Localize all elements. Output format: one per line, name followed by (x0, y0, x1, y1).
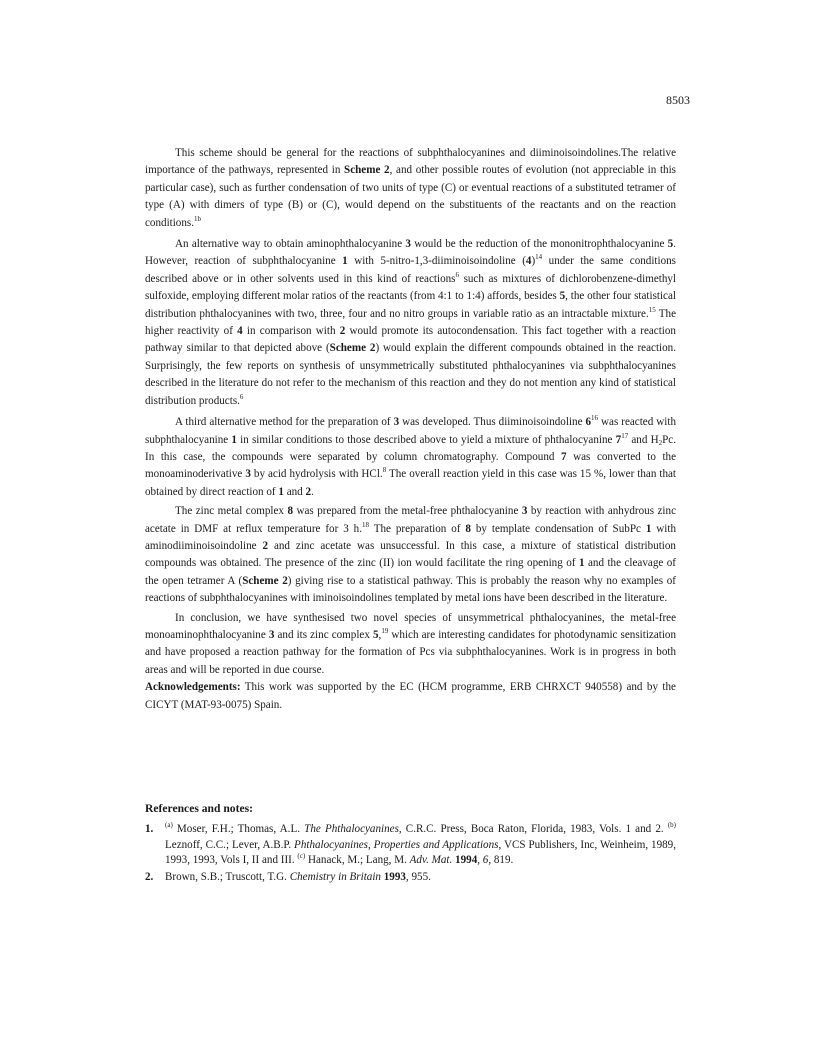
acknowledgements-text: This work was supported by the EC (HCM programme, ERB CHRXCT 940558) and by the CICYT (MAT-93-0075) Spain. (145, 681, 676, 711)
body-text (145, 145, 676, 714)
reference-number: 2. (145, 870, 154, 883)
reference-text: $^{(a)}$ Moser, F.H.; Thomas, A.L. The Phthalocyanines, C.R.C. Press, Boca Raton, Florida, 1983, Vols. 1 and 2. $^{(b)}$ Leznoff, C.C.; Lever, A.B.P. Phthalocyanines, Properties and Applications, VCS Publishers, Inc, Weinheim, 1989, 1993, 1993, Vols I, II and III. $^{(c)}$ Hanack, M.; Lang, M. Adv. Mat. 1994, 6, 819. (165, 821, 677, 866)
reference-item (145, 870, 676, 886)
reference-text: Brown, S.B.; Truscott, T.G. Chemistry in Britain 1993, 955. (165, 870, 431, 883)
page-number: 8503 (666, 93, 690, 107)
references-heading: References and notes: (145, 802, 253, 815)
paragraph: In conclusion, we have synthesised two novel species of unsymmetrical phthalocyanines, the metal-free monoaminophthalocyanine 3 and its zinc complex 5,19 which are interesting candidates for photodynamic sensitization and have proposed a reaction pathway for the formation of Pcs via subphthalocyanines. Work is in progress in both areas and will be reported in due course. (145, 611, 677, 676)
paragraph: The zinc metal complex 8 was prepared from the metal-free phthalocyanine 3 by reaction with anhydrous zinc acetate in DMF at reflux temperature for 3 h.$^{18}$ The preparation of 8 by template condensation of SubPc 1 with aminodiiminoisoindoline 2 and zinc acetate was unsuccessful. In this case, a mixture of statistical distribution compounds was obtained. The presence of the zinc (II) ion would facilitate the ring opening of 1 and the cleavage of the open tetramer A (Scheme 2) giving rise to a statistical pathway. This is probably the reason why no examples of reactions of subphthalocyanines with iminoisoindolines templated by metal ions have been described in the literature. (145, 505, 677, 605)
paragraph: A third alternative method for the preparation of 3 was developed. Thus diiminoisoindoline $6^{16}$ was reacted with subphthalocyanine 1 in similar conditions to those described above to yield a mixture of phthalocyanine $7^{17}$ and $H_2Pc$. In this case, the compounds were separated by column chromatography. Compound 7 was converted to the monoaminoderivative 3 by acid hydrolysis with HCl.$^8$ The overall reaction yield in this case was 15 %, lower than that obtained by direct reaction of 1 and 2. (145, 414, 677, 498)
paragraph: This scheme should be general for the reactions of subphthalocyanines and diiminoisoindolines.The relative importance of the pathways, represented in Scheme 2, and other possible routes of evolution (not appreciable in this particular case), such as further condensation of two units of type (C) or eventual reactions of a substituted tetramer of type (A) with dimers of type (B) or (C), would depend on the substituents of the reactants and on the reaction conditions.$^{1b}$ (145, 147, 676, 229)
reference-item (145, 822, 676, 869)
paragraph: An alternative way to obtain aminophthalocyanine 3 would be the reduction of the mononitrophthalocyanine 5. However, reaction of subphthalocyanine 1 with 5-nitro-1,3-diiminoisoindoline $(4)^{14}$ under the same conditions described above or in other solvents used in this kind of reactions$^6$ such as mixtures of dichlorobenzene-dimethyl sulfoxide, employing different molar ratios of the reactants (from 4:1 to 1:4) affords, besides 5, the other four statistical distribution phthalocyanines with two, three, four and no nitro groups in variable ratio as an intractable mixture.$^{15}$ The higher reactivity of 4 in comparison with 2 would promote its autocondensation. This fact together with a reaction pathway similar to that depicted above (Scheme 2) would explain the different compounds obtained in the reaction. Surprisingly, the few reports on synthesis of unsymmetrically substituted phthalocyanines via subphthalocyanines described in the literature do not refer to the mechanism of this reaction and they do not mention any kind of statistical distribution products.$^6$ (145, 238, 676, 407)
acknowledgements (145, 679, 676, 714)
reference-number: 1. (145, 823, 154, 835)
references-list (145, 822, 676, 886)
acknowledgements-label: Acknowledgements: (145, 681, 241, 694)
